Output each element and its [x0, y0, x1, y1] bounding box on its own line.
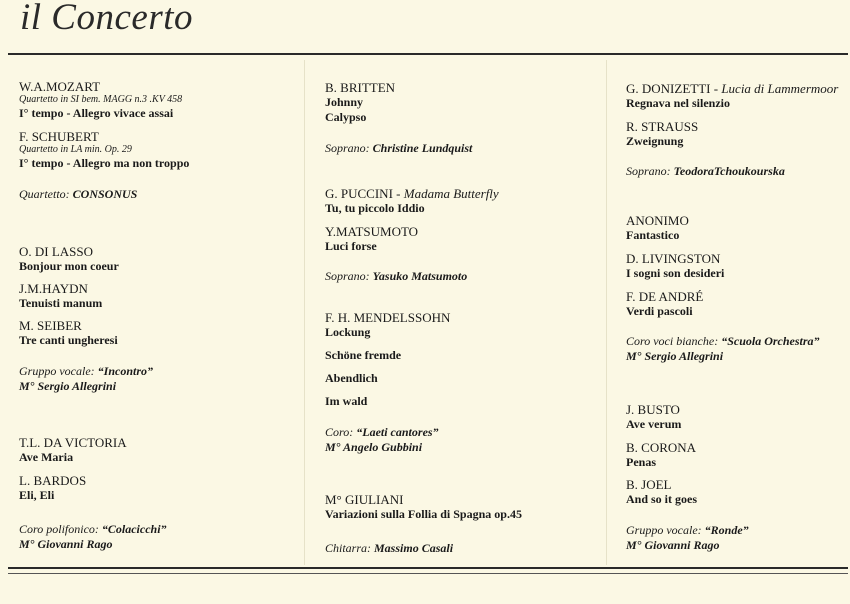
composer-name: ANONIMO [626, 213, 689, 228]
composer-name: Y.MATSUMOTO [325, 224, 419, 239]
piece-title: Fantastico [626, 228, 680, 242]
program-entry [626, 251, 724, 281]
composer-name: F. H. MENDELSSOHN [325, 310, 451, 325]
composer-name: B. BRITTEN [325, 80, 396, 95]
performer-credit [626, 164, 785, 179]
top-rule [8, 53, 848, 55]
program-entry [626, 440, 696, 470]
program-entry [626, 119, 698, 149]
performer-label: Quartetto: [19, 187, 70, 201]
performer-name: Christine Lundquist [372, 141, 473, 155]
performer-label: Soprano: [626, 164, 671, 178]
performer-credit [626, 334, 820, 364]
composer-name: J.M.HAYDN [19, 281, 88, 296]
composer-name: G. DONIZETTI [626, 81, 711, 96]
program-entry [626, 402, 681, 432]
opera-title: - Lucia di Lammermoor [710, 81, 839, 96]
performer-label: Chitarra: [325, 541, 372, 555]
performer-credit [325, 541, 453, 556]
performer-name: “Laeti cantores” [356, 425, 439, 439]
work-detail: Quartetto in SI bem. MAGG n.3 .KV 458 [19, 94, 183, 105]
performer-label: Coro voci bianche: [626, 334, 719, 348]
performer-label: Soprano: [325, 141, 370, 155]
performer-name: “Ronde” [704, 523, 749, 537]
program-entry [19, 79, 182, 121]
composer-name: W.A.MOZART [19, 79, 101, 94]
composer-name: L. BARDOS [19, 473, 87, 488]
fold-line [606, 60, 607, 565]
performer-name: CONSONUS [72, 187, 138, 201]
work-detail: Quartetto in LA min. Op. 29 [19, 144, 132, 155]
performer-label: Gruppo vocale: [626, 523, 702, 537]
program-entry [19, 281, 102, 311]
composer-name: O. DI LASSO [19, 244, 94, 259]
performer-credit [19, 522, 167, 552]
composer-name: F. SCHUBERT [19, 129, 99, 144]
piece-title: Schöne fremde [325, 348, 402, 362]
program-entry [626, 81, 838, 111]
program-entry [626, 289, 703, 319]
piece-title: I sogni son desideri [626, 266, 725, 280]
performer-label: Coro: [325, 425, 354, 439]
director-name: M° Giovanni Rago [19, 537, 113, 551]
performer-credit [19, 364, 153, 394]
composer-name: T.L. DA VICTORIA [19, 435, 127, 450]
piece-title: Luci forse [325, 239, 377, 253]
composer-name: G. PUCCINI [325, 186, 393, 201]
fold-line [304, 60, 305, 565]
piece-title: Lockung [325, 325, 371, 339]
director-name: M° Angelo Gubbini [325, 440, 423, 454]
piece-title: Penas [626, 455, 656, 469]
piece-title: And so it goes [626, 492, 698, 506]
performer-name: “Scuola Orchestra” [721, 334, 820, 348]
program-entry [626, 213, 689, 243]
program-entry [19, 473, 86, 503]
opera-title: - Madama Butterfly [392, 186, 499, 201]
director-name: M° Giovanni Rago [626, 538, 720, 552]
program-entry [325, 310, 450, 340]
program-entry [626, 477, 697, 507]
composer-name: R. STRAUSS [626, 119, 699, 134]
program-entry [19, 435, 127, 465]
program-entry [19, 129, 189, 171]
director-name: M° Sergio Allegrini [19, 379, 117, 393]
performer-label: Gruppo vocale: [19, 364, 95, 378]
composer-name: B. JOEL [626, 477, 672, 492]
piece-title: Im wald [325, 394, 368, 408]
program-entry [325, 186, 499, 216]
performer-credit [325, 141, 472, 156]
performer-name: Yasuko Matsumoto [372, 269, 468, 283]
composer-name: B. CORONA [626, 440, 697, 455]
performer-credit [325, 269, 467, 284]
piece-title: Verdi pascoli [626, 304, 693, 318]
piece-title: Tenuisti manum [19, 296, 103, 310]
bottom-rule [8, 567, 848, 569]
composer-name: M. SEIBER [19, 318, 82, 333]
director-name: M° Sergio Allegrini [626, 349, 724, 363]
piece-title: Variazioni sulla Follia di Spagna op.45 [325, 507, 522, 521]
page-title: il Concerto [20, 0, 194, 38]
piece-title: Abendlich [325, 371, 378, 385]
program-entry [19, 318, 118, 348]
performer-label: Soprano: [325, 269, 370, 283]
performer-name: Massimo Casali [374, 541, 454, 555]
performer-credit [19, 187, 137, 202]
piece-title: Johnny [325, 95, 364, 109]
composer-name: M° GIULIANI [325, 492, 404, 507]
piece-title: I° tempo - Allegro ma non troppo [19, 156, 190, 170]
piece-title: Eli, Eli [19, 488, 55, 502]
piece-title: Regnava nel silenzio [626, 96, 730, 110]
composer-name: D. LIVINGSTON [626, 251, 721, 266]
composer-name: F. DE ANDRÉ [626, 289, 704, 304]
program-entry [325, 80, 395, 125]
performer-name: TeodoraTchoukourska [673, 164, 785, 178]
performer-name: “Colacicchi” [101, 522, 167, 536]
performer-name: “Incontro” [97, 364, 154, 378]
piece-title: Tre canti ungheresi [19, 333, 118, 347]
piece-title: Ave verum [626, 417, 682, 431]
piece-title: Bonjour mon coeur [19, 259, 119, 273]
piece-title: Zweignung [626, 134, 684, 148]
piece-title: Ave Maria [19, 450, 74, 464]
performer-label: Coro polifonico: [19, 522, 99, 536]
composer-name: J. BUSTO [626, 402, 680, 417]
piece-title: Tu, tu piccolo Iddio [325, 201, 425, 215]
program-entry [19, 244, 119, 274]
program-entry [325, 224, 418, 254]
piece-title: Calypso [325, 110, 367, 124]
performer-credit [325, 425, 439, 455]
bottom-rule-thin [8, 573, 848, 574]
piece-title: I° tempo - Allegro vivace assai [19, 106, 174, 120]
program-entry [325, 492, 522, 522]
performer-credit [626, 523, 749, 553]
